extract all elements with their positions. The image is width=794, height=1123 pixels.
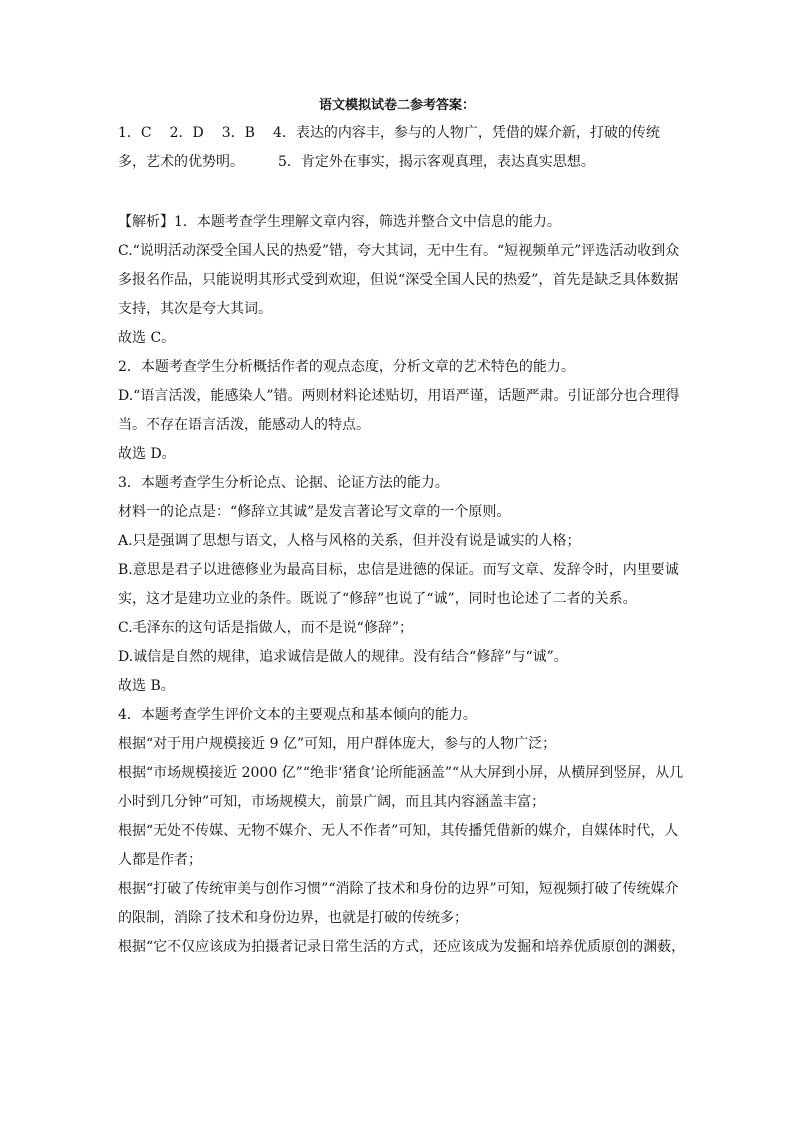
analysis-line: 根据“市场规模接近 2000 亿”“绝非‘猪食’论所能涵盖”“从大屏到小屏，从横屏到竖屏，从几 (118, 765, 684, 781)
analysis-line: 根据“对于用户规模接近 9 亿”可知，用户群体庞大，参与的人物广泛； (118, 736, 557, 752)
analysis-line: 的限制，消除了技术和身份边界，也就是打破的传统多； (118, 910, 468, 926)
analysis-line: B.意思是君子以进德修业为最高目标，忠信是进德的保证。而写文章、发辞令时，内里要诚 (118, 562, 679, 578)
analysis-line: 支持，其次是夸大其词。 (118, 301, 272, 317)
analysis-line: 实，这才是建功立业的条件。既说了“修辞”也说了“诚”，同时也论述了二者的关系。 (118, 591, 637, 607)
analysis-line: 4．本题考查学生评价文本的主要观点和基本倾向的能力。 (118, 707, 477, 723)
answer-5: 5．肯定外在事实，揭示客观真理，表达真实思想。 (278, 154, 595, 170)
analysis-line: 人都是作者； (118, 852, 202, 868)
analysis-line: 根据“打破了传统审美与创作习惯”“消除了技术和身份的边界”可知，短视频打破了传统媒介 (118, 881, 679, 897)
answer-line-2 (118, 148, 678, 177)
analysis-line: 【解析】1．本题考查学生理解文章内容，筛选并整合文中信息的能力。 (118, 214, 561, 230)
analysis-line: 2．本题考查学生分析概括作者的观点态度，分析文章的艺术特色的能力。 (118, 359, 575, 375)
analysis-line: A.只是强调了思想与语文，人格与风格的关系，但并没有说是诚实的人格； (118, 533, 581, 549)
analysis-line: 小时到几分钟”可知，市场规模大，前景广阔，而且其内容涵盖丰富； (118, 794, 546, 810)
analysis-line: 材料一的论点是：“修辞立其诚”是发言著论写文章的一个原则。 (118, 504, 511, 520)
answer-3: 3．B (221, 125, 255, 141)
analysis-line: 故选 B。 (118, 678, 175, 694)
analysis-line: D.诚信是自然的规律，追求诚信是做人的规律。没有结合“修辞”与“诚”。 (118, 649, 568, 665)
answer-1: 1．C (118, 125, 152, 141)
analysis-line: 多报名作品，只能说明其形式受到欢迎，但说“深受全国人民的热爱”，首先是缺乏具体数据 (118, 272, 679, 288)
answer-line-1 (118, 119, 678, 148)
answer-4-part-2: 多，艺术的优势明。 (118, 154, 244, 170)
analysis-line: D.“语言活泼，能感染人”错。两则材料论述贴切，用语严谨，话题严肃。引证部分也合理得 (118, 388, 680, 404)
analysis-line: 3．本题考查学生分析论点、论据、论证方法的能力。 (118, 475, 449, 491)
answer-content (118, 119, 686, 962)
analysis-line: 故选 C。 (118, 330, 176, 346)
page-title: 语文模拟试卷二参考答案： (318, 98, 475, 113)
analysis-line: 根据“无处不传媒、无物不媒介、无人不作者”可知，其传播凭借新的媒介，自媒体时代，人 (118, 823, 679, 839)
answer-4-part-1: 4．表达的内容丰，参与的人物广，凭借的媒介新，打破的传统 (272, 125, 660, 141)
analysis-line: 故选 D。 (118, 446, 176, 462)
answer-2: 2．D (169, 125, 204, 141)
analysis-line: 根据“它不仅应该成为拍摄者记录日常生活的方式，还应该成为发掘和培养优质原创的渊薮， (118, 939, 686, 955)
analysis-line: C.“说明活动深受全国人民的热爱”错，夸大其词，无中生有。“短视频单元”评选活动收到众 (118, 243, 680, 259)
analysis-line: C.毛泽东的这句话是指做人，而不是说“修辞”； (118, 620, 413, 636)
analysis-line: 当。不存在语言活泼，能感动人的特点。 (118, 417, 370, 433)
